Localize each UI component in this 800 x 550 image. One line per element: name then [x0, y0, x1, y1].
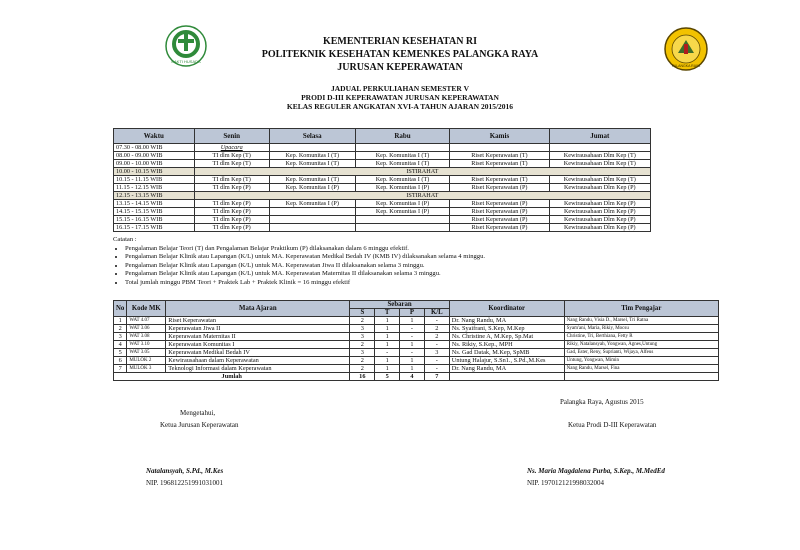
schedule-cell: Kep. Komunitas I (P) [269, 184, 355, 192]
course-p: - [400, 349, 425, 357]
course-name: Keperawatan Jiwa II [166, 325, 350, 333]
note-item: • Pengalaman Belajar Klinik atau Lapangan (K/L) untuk MA. Keperawatan Maternitas II dilaksanakan selama 3 minggu. [125, 270, 485, 279]
schedule-cell: TI dlm Kep (T) [194, 152, 269, 160]
course-p: 1 [400, 317, 425, 325]
schedule-cell: Kewirausahaan Dlm Kep (P) [549, 184, 650, 192]
schedule-cell: TI dlm Kep (T) [194, 176, 269, 184]
courses-table [113, 300, 719, 381]
course-coordinator: Ns. Gad Datak, M.Kep, SpMB [449, 349, 564, 357]
course-coordinator: Ns. Rikiy, S.Kep., MPH [449, 341, 564, 349]
table-row [114, 200, 651, 208]
course-team: Nang Randu, Marsel, Fina [564, 365, 718, 373]
course-code: WAT 3.05 [127, 349, 166, 357]
right-heading: Ketua Prodi D-III Keperawatan [568, 421, 657, 429]
course-p: - [400, 333, 425, 341]
total-empty [449, 373, 564, 381]
col-waktu: Waktu [114, 129, 195, 144]
schedule-cell: Kewirausahaan Dlm Kep (T) [549, 152, 650, 160]
course-t: 1 [375, 341, 400, 349]
schedule-cell [269, 208, 355, 216]
course-team: Gad, Ester, Reny, Suprianti, Wijaya, Alfeus [564, 349, 718, 357]
course-coordinator: Ns. Christine A, M.Kep, Sp.Mat [449, 333, 564, 341]
schedule-cell: Kewirausahaan Dlm Kep (P) [549, 216, 650, 224]
table-row [114, 224, 651, 232]
course-kl: 2 [424, 325, 449, 333]
course-name: Teknologi Informasi dalam Keperawatan [166, 365, 350, 373]
schedule-cell: Kewirausahaan Dlm Kep (P) [549, 224, 650, 232]
notes-title: Catatan : [113, 236, 137, 243]
course-kl: - [424, 341, 449, 349]
course-kl: - [424, 365, 449, 373]
table-row [114, 152, 651, 160]
total-p: 4 [400, 373, 425, 381]
course-no: 7 [114, 365, 127, 373]
schedule-cell: Kewirausahaan Dlm Kep (P) [549, 208, 650, 216]
doc-title-3: KELAS REGULER ANGKATAN XVI-A TAHUN AJARAN 2015/2016 [286, 102, 514, 111]
course-name: Keperawatan Maternitas II [166, 333, 350, 341]
time-cell: 08.00 - 09.00 WIB [114, 152, 195, 160]
course-no: 4 [114, 341, 127, 349]
break-row [114, 168, 651, 176]
total-s: 16 [350, 373, 375, 381]
col-mata-ajaran: Mata Ajaran [166, 301, 350, 317]
header-line-1: KEMENTERIAN KESEHATAN RI [322, 36, 478, 47]
total-kl: 7 [424, 373, 449, 381]
course-kl: 3 [424, 349, 449, 357]
course-kl: - [424, 357, 449, 365]
header-line-3: JURUSAN KEPERAWATAN [337, 62, 463, 73]
table-row [114, 144, 651, 152]
break-label: ISTIRAHAT [194, 168, 650, 176]
col-kamis: Kamis [450, 129, 549, 144]
course-code: MULOK 2 [127, 357, 166, 365]
course-p: - [400, 325, 425, 333]
course-code: WAT 4.07 [127, 317, 166, 325]
schedule-cell: Riset Keperawatan (T) [450, 160, 549, 168]
schedule-cell: TI dlm Kep (P) [194, 216, 269, 224]
table-row [114, 357, 719, 365]
time-cell: 07.30 - 08.00 WIB [114, 144, 195, 152]
table-row [114, 333, 719, 341]
course-code: WAT 3.10 [127, 341, 166, 349]
table-row [114, 349, 719, 357]
col-t: T [375, 309, 400, 317]
col-sebaran: Sebaran [350, 301, 449, 309]
course-t: 1 [375, 325, 400, 333]
course-p: 1 [400, 357, 425, 365]
course-coordinator: Ns. Syaifrani, S.Kep, M.Kep [449, 325, 564, 333]
schedule-cell [355, 216, 450, 224]
col-no: No [114, 301, 127, 317]
course-no: 3 [114, 333, 127, 341]
course-coordinator: Dr. Nang Randu, MA [449, 317, 564, 325]
schedule-cell: TI dlm Kep (P) [194, 200, 269, 208]
total-row [114, 373, 719, 381]
course-kl: - [424, 317, 449, 325]
time-cell: 10.00 - 10.15 WIB [114, 168, 195, 176]
course-s: 3 [350, 333, 375, 341]
break-label: ISTIRAHAT [194, 192, 650, 200]
schedule-cell [269, 224, 355, 232]
col-senin: Senin [194, 129, 269, 144]
col-rabu: Rabu [355, 129, 450, 144]
time-cell: 12.15 - 13.15 WIB [114, 192, 195, 200]
table-row [114, 160, 651, 168]
schedule-cell: Kep. Komunitas I (T) [355, 160, 450, 168]
schedule-cell: Kep. Komunitas I (T) [355, 176, 450, 184]
course-no: 1 [114, 317, 127, 325]
table-row [114, 208, 651, 216]
table-row [114, 317, 719, 325]
total-t: 5 [375, 373, 400, 381]
course-p: 1 [400, 365, 425, 373]
course-kl: 2 [424, 333, 449, 341]
schedule-cell: TI dlm Kep (P) [194, 224, 269, 232]
header-line-2: POLITEKNIK KESEHATAN KEMENKES PALANGKA RAYA [261, 49, 539, 60]
left-heading-1: Mengetahui, [180, 409, 216, 417]
schedule-cell: Riset Keperawatan (P) [450, 216, 549, 224]
schedule-cell: Kewirausahaan Dlm Kep (P) [549, 200, 650, 208]
schedule-cell: Kewirausahaan Dlm Kep (T) [549, 176, 650, 184]
course-t: 1 [375, 365, 400, 373]
course-s: 3 [350, 325, 375, 333]
schedule-cell [269, 216, 355, 224]
schedule-cell: TI dlm Kep (P) [194, 208, 269, 216]
schedule-cell [269, 144, 355, 152]
course-coordinator: Dr. Nang Randu, MA [449, 365, 564, 373]
course-code: MULOK 3 [127, 365, 166, 373]
svg-text:PALANGKA RAYA: PALANGKA RAYA [671, 64, 701, 68]
course-s: 2 [350, 357, 375, 365]
course-t: 1 [375, 333, 400, 341]
left-heading-2: Ketua Jurusan Keperawatan [160, 421, 239, 429]
course-no: 2 [114, 325, 127, 333]
col-selasa: Selasa [269, 129, 355, 144]
schedule-cell: Kep. Komunitas I (T) [269, 160, 355, 168]
schedule-cell [355, 144, 450, 152]
schedule-cell: Riset Keperawatan (T) [450, 152, 549, 160]
schedule-cell: Riset Keperawatan (P) [450, 184, 549, 192]
table-row [114, 365, 719, 373]
schedule-cell: Kep. Komunitas I (P) [269, 200, 355, 208]
time-cell: 16.15 - 17.15 WIB [114, 224, 195, 232]
table-row [114, 325, 719, 333]
time-cell: 09.00 - 10.00 WIB [114, 160, 195, 168]
total-empty [564, 373, 718, 381]
schedule-cell: Kep. Komunitas I (T) [355, 152, 450, 160]
schedule-cell: Riset Keperawatan (P) [450, 208, 549, 216]
col-kl: K/L [424, 309, 449, 317]
break-row [114, 192, 651, 200]
col-jumat: Jumat [549, 129, 650, 144]
col-p: P [400, 309, 425, 317]
time-cell: 15.15 - 16.15 WIB [114, 216, 195, 224]
course-p: 1 [400, 341, 425, 349]
course-team: Syam'ani, Maria, Rikiy, Mocsu [564, 325, 718, 333]
schedule-cell: Kep. Komunitas I (P) [355, 208, 450, 216]
course-team: Nang Randu, Visia D., Marsel, Tri Ratna [564, 317, 718, 325]
course-code: WAT 3.08 [127, 333, 166, 341]
doc-title-1: JADUAL PERKULIAHAN SEMESTER V [330, 84, 469, 93]
col-kode: Kode MK [127, 301, 166, 317]
left-signer-nip: NIP. 196812251991031001 [146, 479, 224, 487]
schedule-table [113, 128, 651, 232]
note-item: • Pengalaman Belajar Klinik atau Lapangan (K/L) untuk MA. Keperawatan Jiwa II dilaksanakan selama 3 minggu. [125, 262, 485, 271]
time-cell: 13.15 - 14.15 WIB [114, 200, 195, 208]
schedule-cell: Kep. Komunitas I (T) [269, 152, 355, 160]
col-koordinator: Koordinator [449, 301, 564, 317]
schedule-cell: Kep. Komunitas I (T) [269, 176, 355, 184]
course-s: 2 [350, 317, 375, 325]
schedule-cell: Kep. Komunitas I (P) [355, 200, 450, 208]
schedule-cell: TI dlm Kep (T) [194, 160, 269, 168]
course-s: 3 [350, 349, 375, 357]
right-signer-name: Ns. Maria Magdalena Purba, S.Kep., M.MedEd [527, 467, 665, 475]
course-no: 6 [114, 357, 127, 365]
course-t: 1 [375, 357, 400, 365]
schedule-cell: Upacara [194, 144, 269, 152]
col-s: S [350, 309, 375, 317]
left-signer-name: Natalansyah, S.Pd., M.Kes [146, 467, 224, 475]
schedule-cell: Riset Keperawatan (T) [450, 176, 549, 184]
doc-title-2: PRODI D-III KEPERAWATAN JURUSAN KEPERAWATAN [301, 93, 499, 102]
note-item: • Total jumlah minggu PBM Teori + Praktek Lab + Praktek Klinik = 16 minggu efektif [125, 279, 485, 288]
schedule-cell [549, 144, 650, 152]
course-name: Keperawatan Komunitas I [166, 341, 350, 349]
note-item: • Pengalaman Belajar Teori (T) dan Pengalaman Belajar Praktikum (P) dilaksanakan dalam 6 minggu efektif. [125, 245, 485, 254]
course-name: Kewirausahaan dalam Keperawatan [166, 357, 350, 365]
schedule-cell: Kewirausahaan Dlm Kep (T) [549, 160, 650, 168]
total-label: Jumlah [114, 373, 350, 381]
schedule-cell: Riset Keperawatan (P) [450, 200, 549, 208]
course-s: 2 [350, 341, 375, 349]
schedule-cell [450, 144, 549, 152]
notes-section [113, 236, 485, 288]
schedule-cell [355, 224, 450, 232]
course-no: 5 [114, 349, 127, 357]
svg-text:BAKTI HUSADA: BAKTI HUSADA [171, 59, 201, 64]
course-code: WAT 3.06 [127, 325, 166, 333]
time-cell: 14.15 - 15.15 WIB [114, 208, 195, 216]
table-row [114, 341, 719, 349]
course-t: - [375, 349, 400, 357]
course-team: Rikiy, Natalansyah, Yongwan, Agnes,Untung [564, 341, 718, 349]
place-date: Palangka Raya, Agustus 2015 [560, 398, 644, 406]
schedule-cell: Riset Keperawatan (P) [450, 224, 549, 232]
time-cell: 10.15 - 11.15 WIB [114, 176, 195, 184]
schedule-cell: Kep. Komunitas I (P) [355, 184, 450, 192]
time-cell: 11.15 - 12.15 WIB [114, 184, 195, 192]
course-team: Untung, Yongwan, Mimin [564, 357, 718, 365]
course-coordinator: Untung Halajur, S.Sn1., S.Pd.,M.Kes [449, 357, 564, 365]
course-name: Riset Keperawatan [166, 317, 350, 325]
table-row [114, 184, 651, 192]
table-row [114, 216, 651, 224]
course-team: Christine, Tri, Berthiana, Fetty R [564, 333, 718, 341]
course-t: 1 [375, 317, 400, 325]
table-row [114, 176, 651, 184]
col-tim-pengajar: Tim Pengajar [564, 301, 718, 317]
note-item: • Pengalaman Belajar Klinik atau Lapangan (K/L) untuk MA. Keperawatan Medikal Bedah IV (KMB IV) dilaksanakan selama 4 minggu. [125, 253, 485, 262]
right-signer-nip: NIP. 197012121998032004 [527, 479, 605, 487]
course-name: Keperawatan Medikal Bedah IV [166, 349, 350, 357]
course-s: 2 [350, 365, 375, 373]
schedule-cell: TI dlm Kep (P) [194, 184, 269, 192]
